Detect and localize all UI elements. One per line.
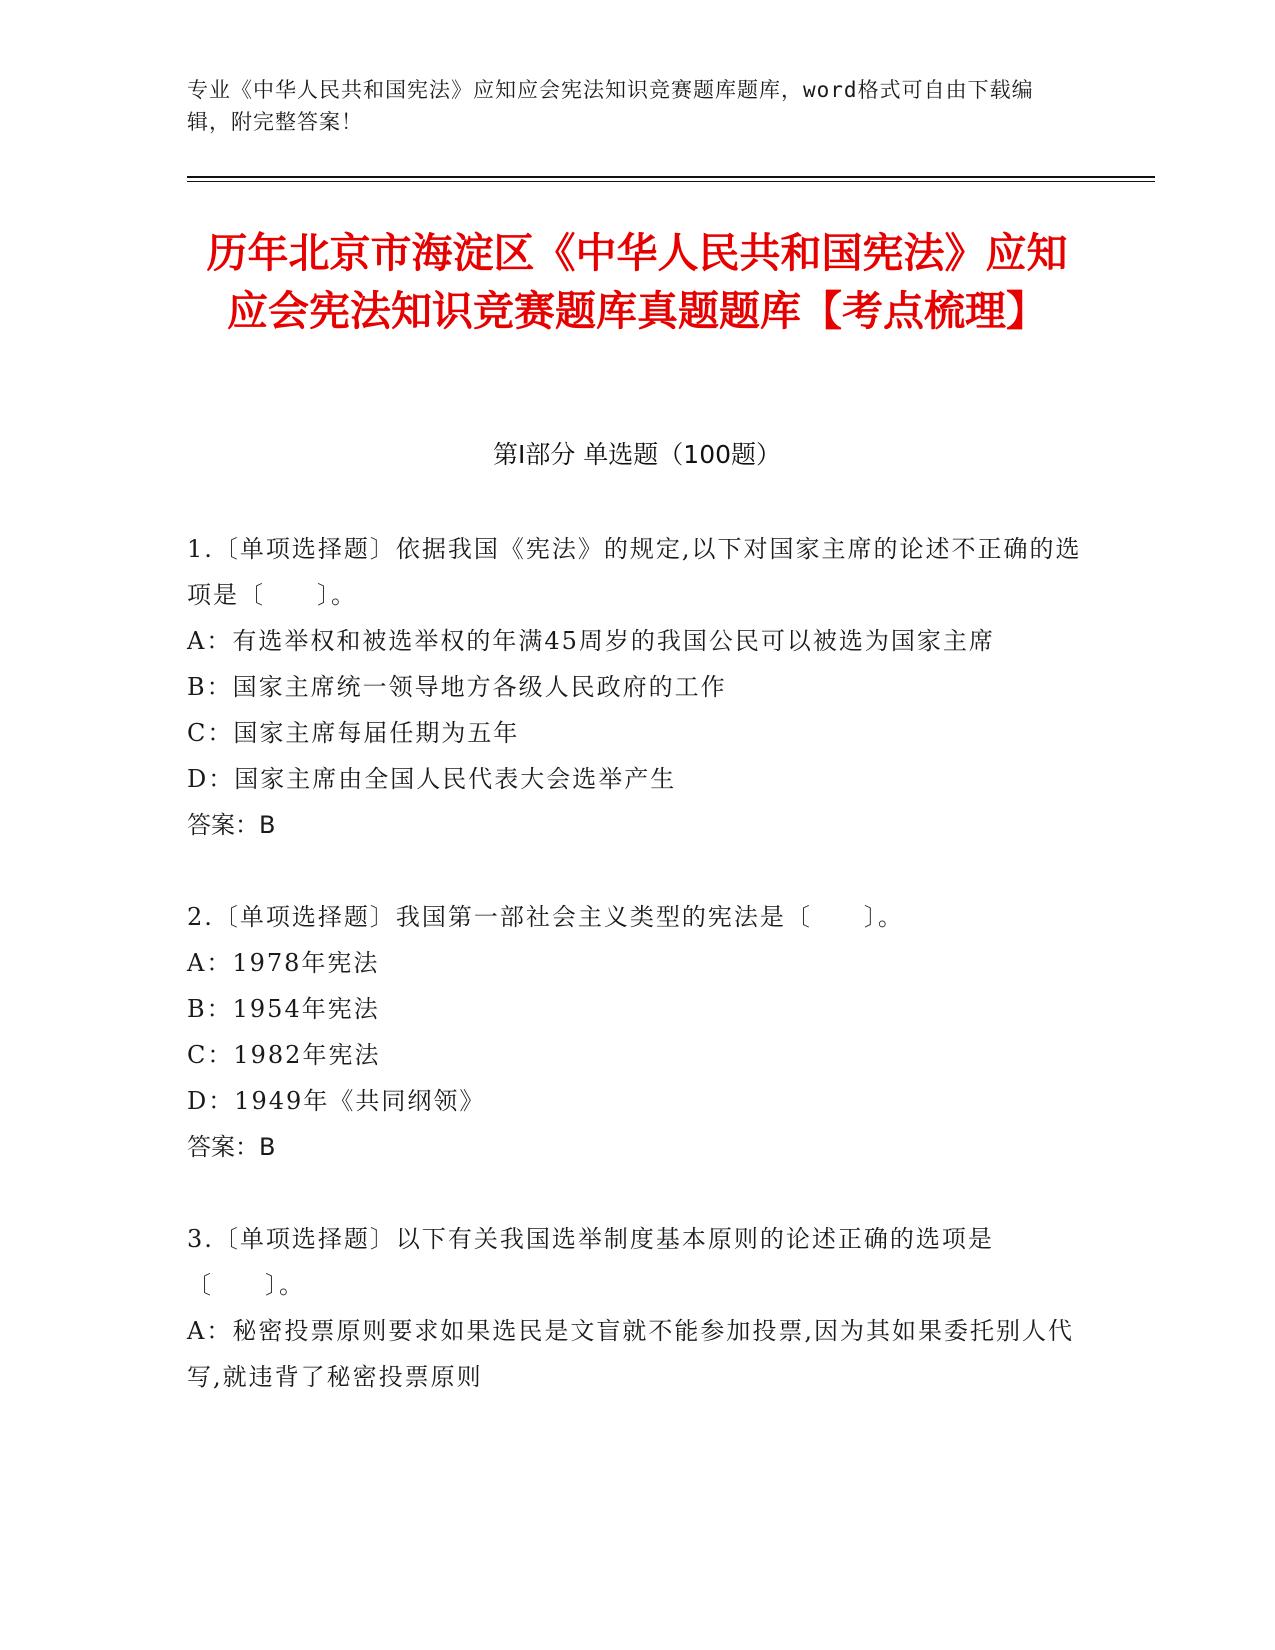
question-option: B：1954年宪法 [187,995,380,1023]
question-option: A：秘密投票原则要求如果选民是文盲就不能参加投票,因为其如果委托别人代写,就违背了秘密投票原则 [187,1317,1074,1391]
header-divider-thin [187,181,1155,182]
question-item [187,1216,1087,1400]
question-answer: 答案：B [187,811,276,839]
section-heading: 第Ⅰ部分 单选题（100题） [492,440,782,469]
question-option: D：1949年《共同纲领》 [187,1087,486,1115]
document-title: 历年北京市海淀区《中华人民共和国宪法》应知应会宪法知识竞赛题库真题题库【考点梳理】 [206,229,1068,335]
question-item [187,894,1087,1170]
question-stem: 2.〔单项选择题〕我国第一部社会主义类型的宪法是〔 〕。 [187,903,904,931]
question-option: D：国家主席由全国人民代表大会选举产生 [187,765,677,793]
question-item [187,526,1087,848]
question-option: C：国家主席每届任期为五年 [187,719,520,747]
question-stem: 1.〔单项选择题〕依据我国《宪法》的规定,以下对国家主席的论述不正确的选项是〔 〕。 [187,535,1082,609]
question-option: C：1982年宪法 [187,1041,381,1069]
header-divider-thick [187,176,1155,178]
header-note: 专业《中华人民共和国宪法》应知应会宪法知识竞赛题库题库，word格式可自由下载编辑，附完整答案！ [187,78,1034,134]
question-answer: 答案：B [187,1133,276,1161]
question-stem: 3.〔单项选择题〕以下有关我国选举制度基本原则的论述正确的选项是〔 〕。 [187,1225,994,1299]
question-option: B：国家主席统一领导地方各级人民政府的工作 [187,673,727,701]
question-option: A：1978年宪法 [187,949,380,977]
question-list [187,526,1087,1446]
question-option: A：有选举权和被选举权的年满45周岁的我国公民可以被选为国家主席 [187,627,995,655]
